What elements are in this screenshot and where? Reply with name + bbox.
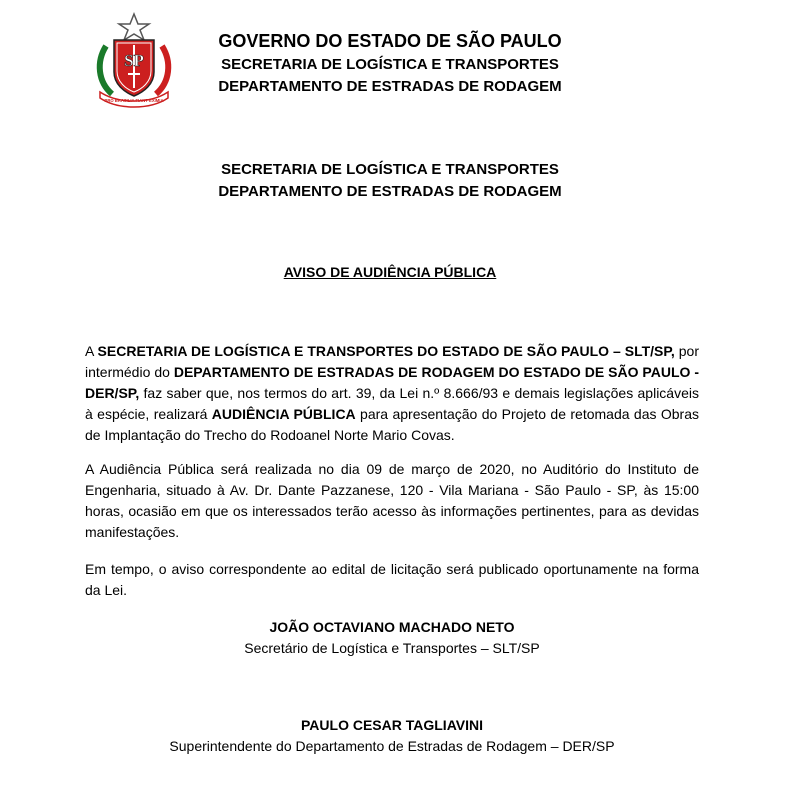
logo-initials: SP xyxy=(124,51,144,70)
header-government: GOVERNO DO ESTADO DE SÃO PAULO xyxy=(218,31,562,51)
subheader-secretariat: SECRETARIA DE LOGÍSTICA E TRANSPORTES xyxy=(221,161,559,178)
header-department: DEPARTAMENTO DE ESTRADAS DE RODAGEM xyxy=(218,78,562,95)
notice-paragraph-2: A Audiência Pública será realizada no dia 09 de março de 2020, no Auditório do Instituto de Engenharia, situado à Av. Dr. Dante Pazzanese, 120 - Vila Mariana - São Paulo - SP, às 15:00 horas, ocasião em que os interessados terão acesso às informações pertinentes, para as devidas manifestações. xyxy=(85,461,699,540)
p1-bold-hearing: AUDIÊNCIA PÚBLICA xyxy=(211,406,356,422)
p1-bold-secretariat: SECRETARIA DE LOGÍSTICA E TRANSPORTES DO ESTADO DE SÃO PAULO – SLT/SP, xyxy=(97,343,675,359)
subheader-department: DEPARTAMENTO DE ESTRADAS DE RODAGEM xyxy=(218,183,562,200)
p1-text-3: faz saber que, nos termos do art. 39, da Lei n.º 8.666/93 e demais legislações aplicáveis à espécie, realizará xyxy=(85,385,699,422)
notice-paragraph-3: Em tempo, o aviso correspondente ao edital de licitação será publicado oportunamente na forma da Lei. xyxy=(85,561,699,598)
signature-2-role: Superintendente do Departamento de Estradas de Rodagem – DER/SP xyxy=(169,738,615,754)
p1-text-4: para apresentação do Projeto de retomada das Obras de Implantação do Trecho do Rodoanel Norte Mario Covas. xyxy=(85,406,699,443)
signature-2-name: PAULO CESAR TAGLIAVINI xyxy=(301,717,483,733)
notice-title: AVISO DE AUDIÊNCIA PÚBLICA xyxy=(283,264,497,280)
signature-1-role: Secretário de Logística e Transportes – SLT/SP xyxy=(244,640,540,656)
notice-paragraph-1 xyxy=(85,341,699,446)
signature-1-name: JOÃO OCTAVIANO MACHADO NETO xyxy=(269,619,515,635)
sao-paulo-coat-of-arms-icon xyxy=(92,12,176,108)
p1-text-2: por intermédio do xyxy=(85,343,699,380)
p1-bold-department: DEPARTAMENTO DE ESTRADAS DE RODAGEM DO ESTADO DE SÃO PAULO - DER/SP, xyxy=(85,364,700,401)
logo-motto: PRO BRASILIA FIANT EXIMIA xyxy=(104,98,164,103)
p1-text-1: A xyxy=(85,343,98,359)
header-secretariat: SECRETARIA DE LOGÍSTICA E TRANSPORTES xyxy=(221,56,559,73)
